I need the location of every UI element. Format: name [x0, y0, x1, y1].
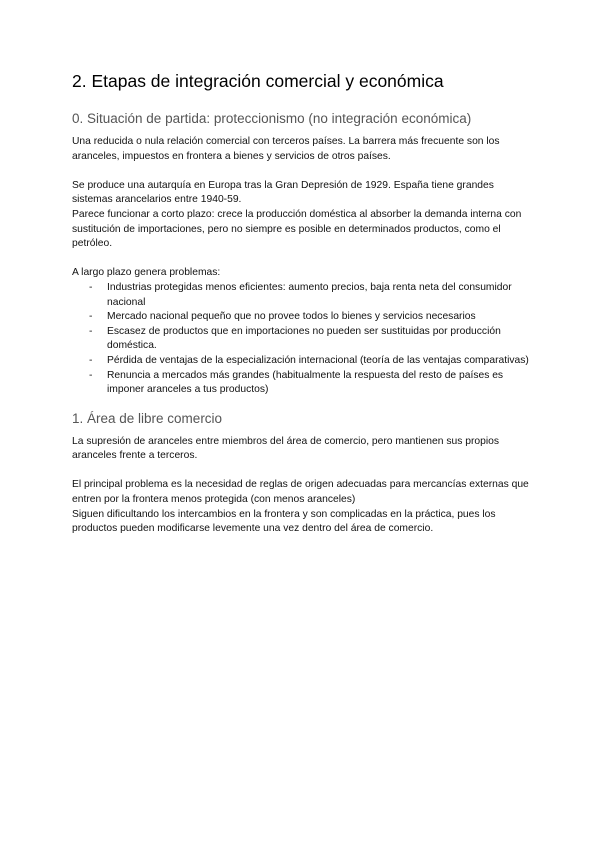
list-item-text: Pérdida de ventajas de la especialización internacional (teoría de las ventajas comparativas) [107, 354, 529, 366]
paragraph-short-term: Parece funcionar a corto plazo: crece la producción doméstica al absorber la demanda interna con sustitución de importaciones, pero no siempre es posible en determinados productos, como el petróleo. [72, 208, 522, 250]
problems-list [72, 281, 532, 398]
document-page [72, 70, 532, 537]
paragraph-tariff-removal: La supresión de aranceles entre miembros del área de comercio, pero mantienen sus propios aranceles frente a terceros. [72, 435, 499, 462]
page-title: 2. Etapas de integración comercial y económica [72, 71, 444, 91]
paragraph-long-term-intro: A largo plazo genera problemas: [72, 267, 221, 279]
dash-bullet-icon: - [89, 369, 93, 381]
paragraph-autarky: Se produce una autarquía en Europa tras la Gran Depresión de 1929. España tiene grandes sistemas arancelarios entre 1940-59. [72, 179, 494, 206]
list-item-text: Industrias protegidas menos eficientes: aumento precios, baja renta neta del consumidor nacional [107, 281, 512, 308]
dash-bullet-icon: - [89, 311, 93, 323]
spacer [72, 464, 532, 479]
list-item [72, 369, 532, 398]
paragraph-border-difficulties: Siguen dificultando los intercambios en la frontera y son complicadas en la práctica, pues los productos pueden modificarse levemente una vez dentro del área de comercio. [72, 508, 496, 535]
section-protectionism [72, 110, 532, 398]
section-heading-free-trade-area: 1. Área de libre comercio [72, 410, 223, 426]
spacer [72, 252, 532, 267]
list-item [72, 281, 532, 310]
section-heading-protectionism: 0. Situación de partida: proteccionismo (no integración económica) [72, 111, 472, 126]
spacer [72, 164, 532, 179]
section-free-trade-area [72, 410, 532, 537]
dash-bullet-icon: - [89, 281, 93, 293]
dash-bullet-icon: - [89, 354, 93, 366]
dash-bullet-icon: - [89, 325, 93, 337]
list-item [72, 310, 532, 325]
list-item-text: Renuncia a mercados más grandes (habitualmente la respuesta del resto de países es imponer aranceles a tus productos) [107, 369, 504, 396]
list-item-text: Escasez de productos que en importaciones no pueden ser sustituidas por producción doméstica. [107, 325, 501, 352]
spacer [72, 398, 532, 410]
paragraph-rules-of-origin: El principal problema es la necesidad de reglas de origen adecuadas para mercancías externas que entren por la frontera menos protegida (con menos aranceles) [72, 479, 529, 506]
list-item [72, 325, 532, 354]
list-item-text: Mercado nacional pequeño que no provee todos lo bienes y servicios necesarios [107, 311, 476, 323]
list-item [72, 354, 532, 369]
paragraph-definition: Una reducida o nula relación comercial con terceros países. La barrera más frecuente son los aranceles, impuestos en frontera a bienes y servicios de otros países. [72, 136, 500, 162]
